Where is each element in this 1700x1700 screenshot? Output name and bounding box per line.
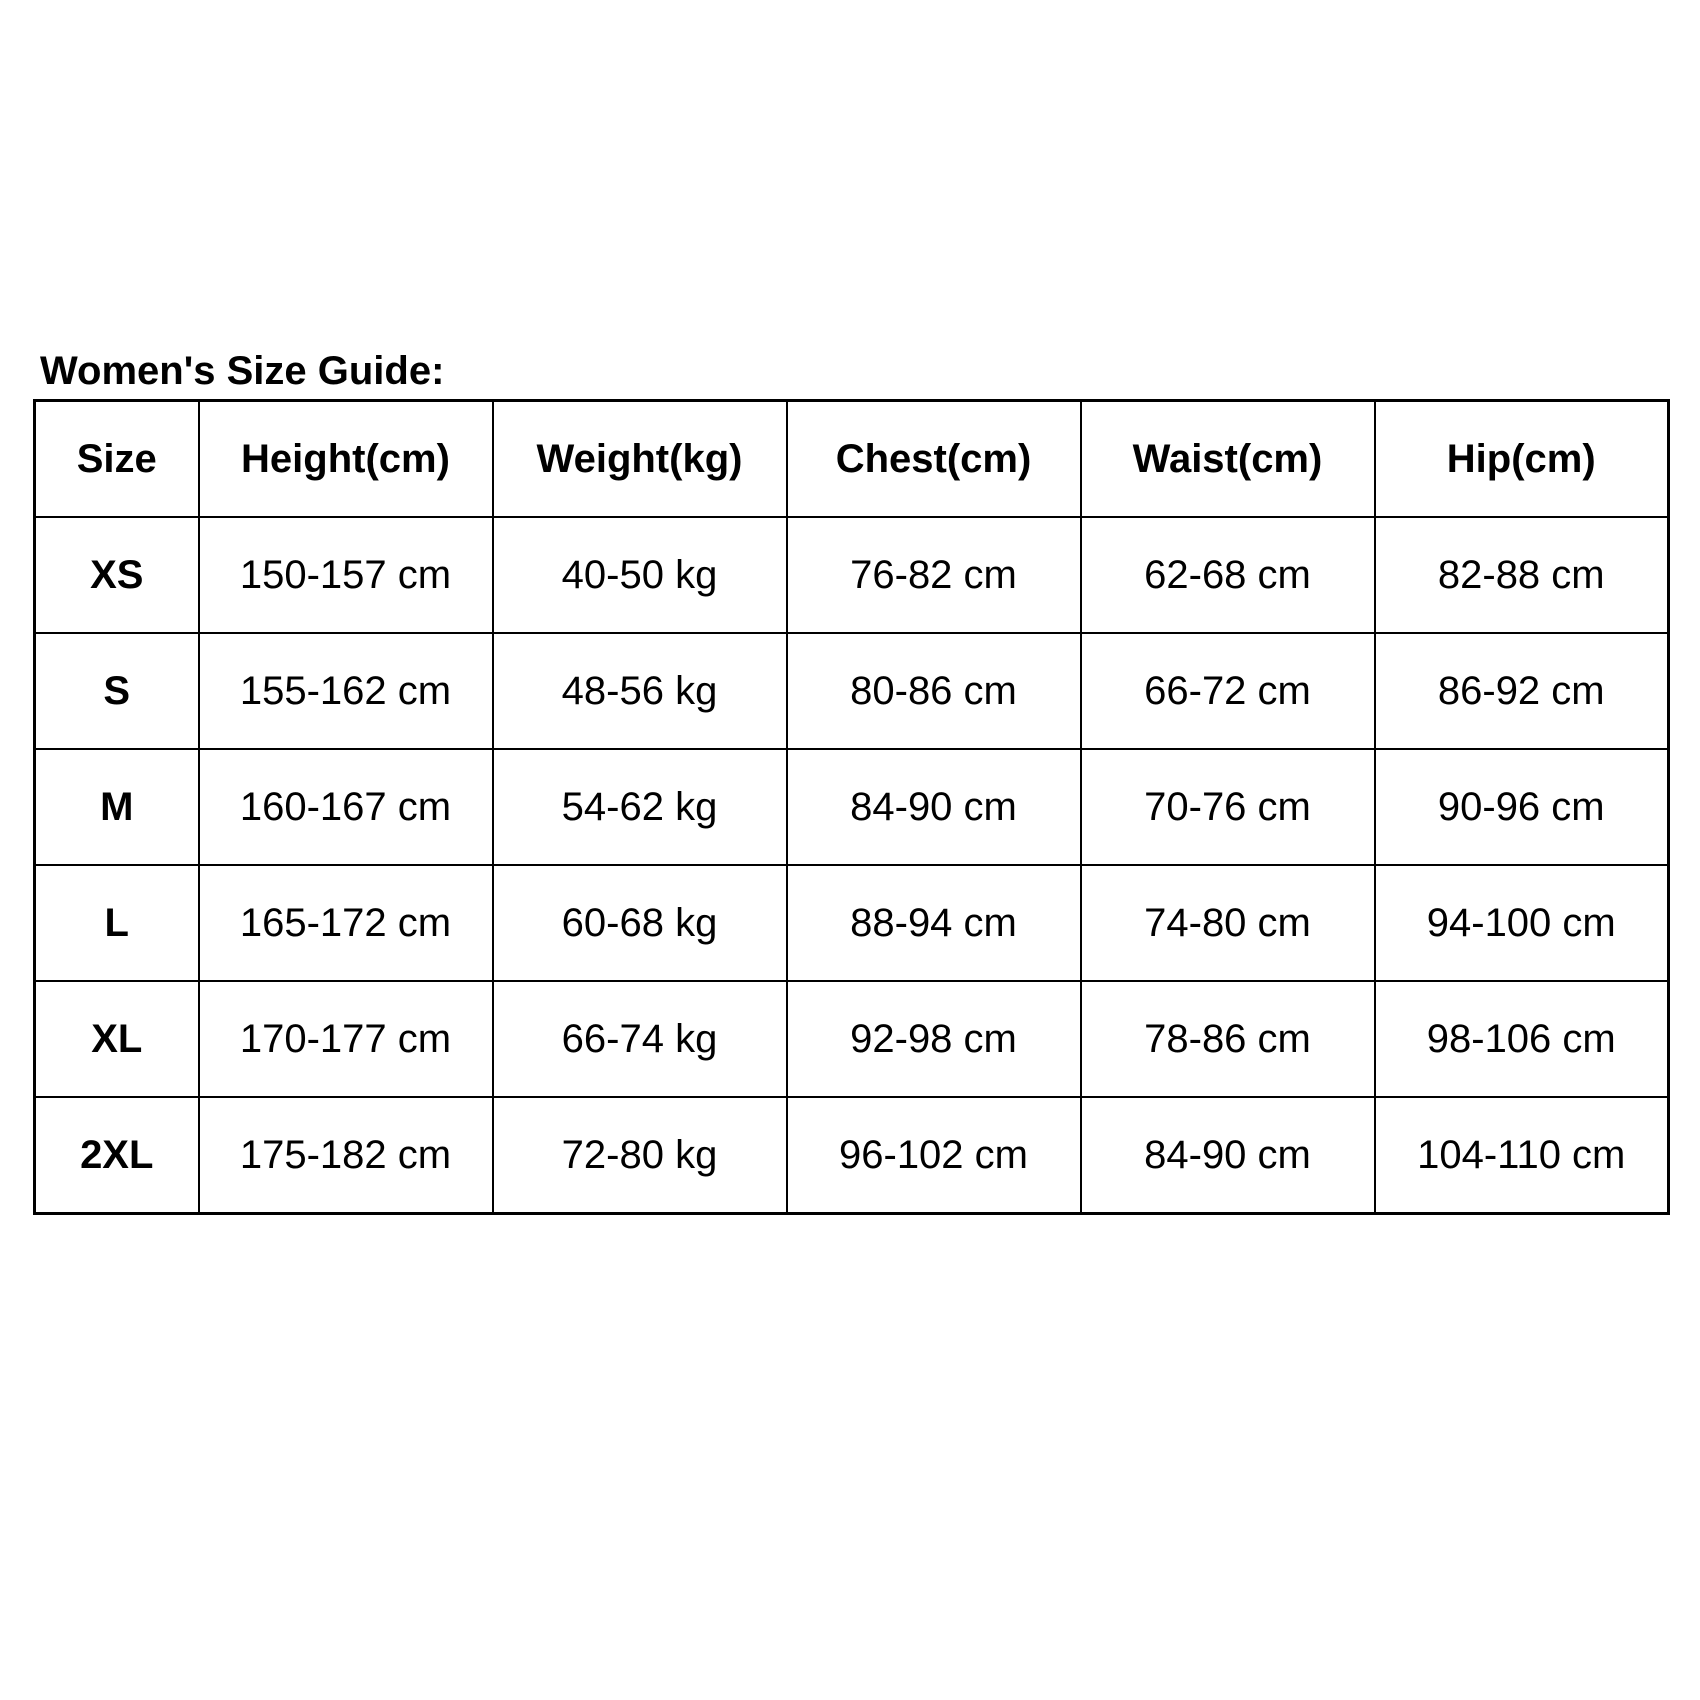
table-row [35, 749, 1669, 865]
height-cell: 165-172 cm [199, 865, 493, 981]
weight-cell: 60-68 kg [493, 865, 787, 981]
hip-cell: 82-88 cm [1375, 517, 1669, 633]
chest-cell: 92-98 cm [787, 981, 1081, 1097]
table-row [35, 1097, 1669, 1214]
table-header-row [35, 401, 1669, 518]
header-height: Height(cm) [199, 401, 493, 518]
height-cell: 170-177 cm [199, 981, 493, 1097]
chest-cell: 88-94 cm [787, 865, 1081, 981]
weight-cell: 48-56 kg [493, 633, 787, 749]
size-guide-title: Women's Size Guide: [40, 349, 445, 393]
chest-cell: 96-102 cm [787, 1097, 1081, 1214]
waist-cell: 78-86 cm [1081, 981, 1375, 1097]
size-cell: M [35, 749, 199, 865]
hip-cell: 86-92 cm [1375, 633, 1669, 749]
size-cell: XL [35, 981, 199, 1097]
waist-cell: 74-80 cm [1081, 865, 1375, 981]
chest-cell: 76-82 cm [787, 517, 1081, 633]
waist-cell: 66-72 cm [1081, 633, 1375, 749]
hip-cell: 90-96 cm [1375, 749, 1669, 865]
size-cell: 2XL [35, 1097, 199, 1214]
hip-cell: 104-110 cm [1375, 1097, 1669, 1214]
size-cell: S [35, 633, 199, 749]
height-cell: 155-162 cm [199, 633, 493, 749]
weight-cell: 54-62 kg [493, 749, 787, 865]
table-row [35, 981, 1669, 1097]
header-waist: Waist(cm) [1081, 401, 1375, 518]
header-weight: Weight(kg) [493, 401, 787, 518]
chest-cell: 84-90 cm [787, 749, 1081, 865]
hip-cell: 98-106 cm [1375, 981, 1669, 1097]
weight-cell: 66-74 kg [493, 981, 787, 1097]
height-cell: 175-182 cm [199, 1097, 493, 1214]
table-row [35, 633, 1669, 749]
weight-cell: 40-50 kg [493, 517, 787, 633]
waist-cell: 62-68 cm [1081, 517, 1375, 633]
header-size: Size [35, 401, 199, 518]
table-row [35, 865, 1669, 981]
hip-cell: 94-100 cm [1375, 865, 1669, 981]
size-cell: L [35, 865, 199, 981]
height-cell: 150-157 cm [199, 517, 493, 633]
waist-cell: 70-76 cm [1081, 749, 1375, 865]
waist-cell: 84-90 cm [1081, 1097, 1375, 1214]
header-hip: Hip(cm) [1375, 401, 1669, 518]
table-row [35, 517, 1669, 633]
chest-cell: 80-86 cm [787, 633, 1081, 749]
size-guide-table [33, 399, 1670, 1215]
height-cell: 160-167 cm [199, 749, 493, 865]
weight-cell: 72-80 kg [493, 1097, 787, 1214]
size-cell: XS [35, 517, 199, 633]
header-chest: Chest(cm) [787, 401, 1081, 518]
